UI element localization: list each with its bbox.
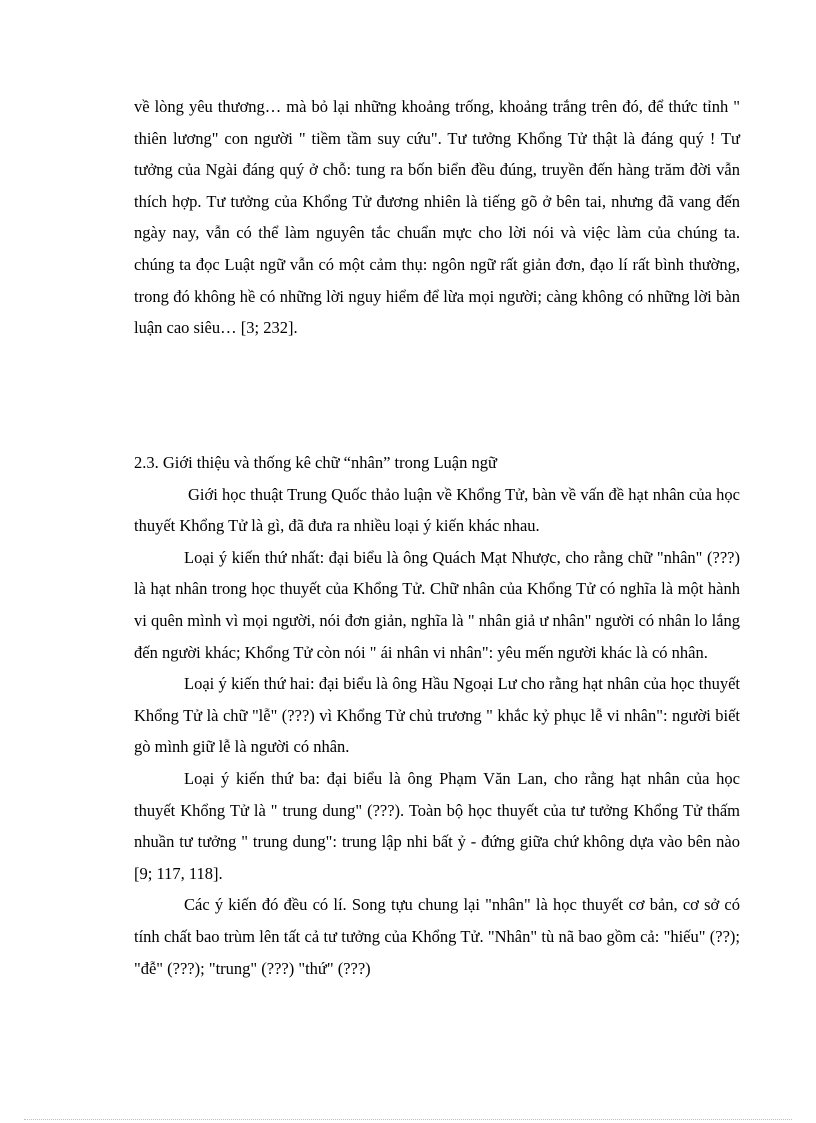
- section-heading: 2.3. Giới thiệu và thống kê chữ “nhân” trong Luận ngữ: [134, 453, 497, 472]
- continuation-paragraph: về lòng yêu thương… mà bỏ lại những khoảng trống, khoảng trắng trên đó, để thức tỉnh " thiên lương" con người " tiềm tầm suy cứu". Tư tưởng Khổng Tử thật là đáng quý ! Tư tưởng của Ngài đáng quý ở chỗ: tung ra bốn biển đều đúng, truyền đến hàng trăm đời vẫn thích hợp. Tư tưởng của Khổng Tử đương nhiên là tiếng gõ ở bên tai, nhưng đã vang đến ngày nay, vẫn có thể làm nguyên tắc chuẩn mực cho lời nói và việc làm của chúng ta. chúng ta đọc Luật ngữ vẫn có một cảm thụ: ngôn ngữ rất giản đơn, đạo lí rất bình thường, trong đó không hề có những lời nguy hiểm để lừa mọi người; càng không có những lời bàn luận cao siêu… [3; 232].: [134, 97, 740, 338]
- body-paragraph: Loại ý kiến thứ nhất: đại biểu là ông Quách Mạt Nhược, cho rằng chữ "nhân" (???) là hạt nhân trong học thuyết của Khổng Tử. Chữ nhân của Khổng Tử có nghĩa là một hành vi quên mình vì mọi người, nói đơn giản, nghĩa là " nhân giả ư nhân" người có nhân lo lắng đến người khác; Khổng Tử còn nói " ái nhân vi nhân": yêu mến người khác là có nhân.: [134, 547, 740, 662]
- continuation-block: [134, 91, 740, 344]
- body-paragraph: Loại ý kiến thứ hai: đại biểu là ông Hầu Ngoại Lư cho rằng hạt nhân của học thuyết Khổng Tử là chữ "lễ" (???) vì Khổng Tử chủ trương " khắc kỷ phục lễ vi nhân": người biết gò mình giữ lễ là người có nhân.: [134, 674, 740, 757]
- section-2-3: [134, 447, 740, 984]
- page-bottom-divider: [24, 1119, 792, 1120]
- body-paragraph: Các ý kiến đó đều có lí. Song tựu chung lại "nhân" là học thuyết cơ bản, cơ sở có tính chất bao trùm lên tất cả tư tưởng của Khổng Tử. "Nhân" tù nã bao gồm cả: "hiếu" (??); "đễ" (???); "trung" (???) "thứ" (???): [134, 895, 740, 978]
- body-paragraph: Giới học thuật Trung Quốc thảo luận về Khổng Tử, bàn về vấn đề hạt nhân của học thuyết Khổng Tử là gì, đã đưa ra nhiều loại ý kiến khác nhau.: [134, 484, 740, 536]
- body-paragraph: Loại ý kiến thứ ba: đại biểu là ông Phạm Văn Lan, cho rằng hạt nhân của học thuyết Khổng Tử là " trung dung" (???). Toàn bộ học thuyết của tư tưởng Khổng Tử thấm nhuần tư tưởng " trung dung": trung lập nhi bất ỷ - đứng giữa chứ không dựa vào bên nào [9; 117, 118].: [134, 768, 740, 883]
